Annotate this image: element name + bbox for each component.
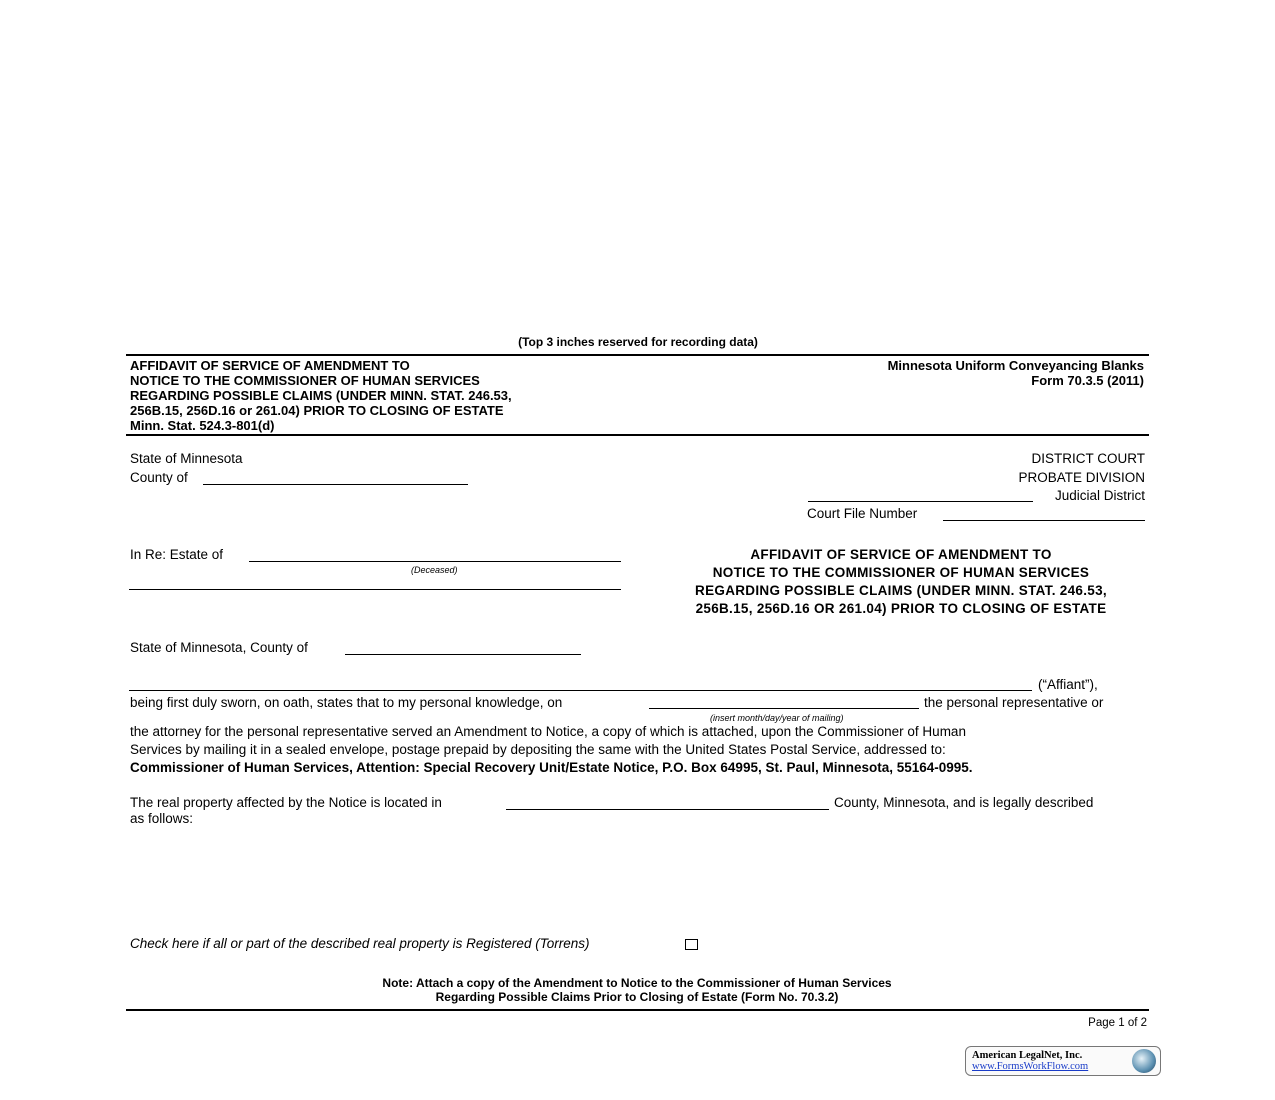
county-field[interactable] (203, 484, 468, 485)
header-bottom-rule (126, 434, 1149, 436)
american-legalnet-logo[interactable] (965, 1046, 1161, 1076)
in-re-label: In Re: Estate of (130, 547, 224, 562)
header-title-line: 256B.15, 256D.16 or 261.04) PRIOR TO CLOSING OF ESTATE (130, 403, 504, 418)
affiant-label: (“Affiant”), (1038, 677, 1098, 692)
document-title-line: AFFIDAVIT OF SERVICE OF AMENDMENT TO (750, 547, 1052, 562)
header-title-line: AFFIDAVIT OF SERVICE OF AMENDMENT TO (130, 358, 410, 373)
logo-url[interactable]: www.FormsWorkFlow.com (972, 1061, 1089, 1072)
note-line: Note: Attach a copy of the Amendment to Notice to the Commissioner of Human Services (382, 976, 892, 990)
court-file-number-field[interactable] (943, 520, 1145, 521)
mailing-address: Commissioner of Human Services, Attention: Special Recovery Unit/Estate Notice, P.O. Box 64995, St. Paul, Minnesota, 55164-0995. (130, 760, 973, 775)
property-county-field[interactable] (506, 809, 829, 810)
venue-county-field[interactable] (345, 654, 581, 655)
globe-icon (1132, 1049, 1156, 1073)
property-tail: County, Minnesota, and is legally described (834, 795, 1094, 810)
estate-name-field-2[interactable] (129, 589, 621, 590)
judicial-district-label: Judicial District (1054, 488, 1145, 503)
sworn-tail: the personal representative or (924, 695, 1104, 710)
deceased-hint: (Deceased) (411, 565, 458, 575)
document-title-line: 256B.15, 256D.16 OR 261.04) PRIOR TO CLOSING OF ESTATE (695, 601, 1107, 616)
page-number: Page 1 of 2 (1088, 1017, 1147, 1029)
header-top-rule (126, 354, 1149, 356)
header-title-line: REGARDING POSSIBLE CLAIMS (UNDER MINN. STAT. 246.53, (130, 388, 512, 403)
county-label: County of (130, 470, 188, 485)
date-hint: (insert month/day/year of mailing) (710, 713, 844, 723)
torrens-checkbox[interactable] (685, 939, 698, 950)
logo-name: American LegalNet, Inc. (972, 1050, 1083, 1061)
as-follows: as follows: (130, 811, 194, 826)
court-file-number-label: Court File Number (807, 506, 918, 521)
property-text: The real property affected by the Notice is located in (130, 795, 442, 810)
note-line: Regarding Possible Claims Prior to Closing of Estate (Form No. 70.3.2) (435, 990, 839, 1004)
probate-division: PROBATE DIVISION (1018, 470, 1145, 485)
venue-label: State of Minnesota, County of (130, 640, 308, 655)
judicial-district-field[interactable] (808, 501, 1033, 502)
footer-rule (126, 1009, 1149, 1011)
form-series: Minnesota Uniform Conveyancing Blanks (887, 358, 1144, 373)
affiant-name-field[interactable] (129, 690, 1032, 691)
document-title-line: REGARDING POSSIBLE CLAIMS (UNDER MINN. STAT. 246.53, (695, 583, 1107, 598)
recording-note: (Top 3 inches reserved for recording data) (518, 335, 758, 349)
body-paragraph: Services by mailing it in a sealed envelope, postage prepaid by depositing the same with the United States Postal Service, addressed to: (130, 742, 946, 757)
body-paragraph: the attorney for the personal representative served an Amendment to Notice, a copy of which is attached, upon the Commissioner of Human (130, 724, 966, 739)
header-title-line: NOTICE TO THE COMMISSIONER OF HUMAN SERVICES (130, 373, 480, 388)
sworn-text: being first duly sworn, on oath, states that to my personal knowledge, on (130, 695, 563, 710)
mailing-date-field[interactable] (649, 708, 919, 709)
document-title-line: NOTICE TO THE COMMISSIONER OF HUMAN SERVICES (712, 565, 1090, 580)
torrens-label: Check here if all or part of the described real property is Registered (Torrens) (130, 936, 590, 951)
state-label: State of Minnesota (130, 451, 243, 466)
form-number: Form 70.3.5 (2011) (1031, 373, 1144, 388)
header-statute: Minn. Stat. 524.3-801(d) (130, 418, 275, 433)
district-court: DISTRICT COURT (1031, 451, 1145, 466)
